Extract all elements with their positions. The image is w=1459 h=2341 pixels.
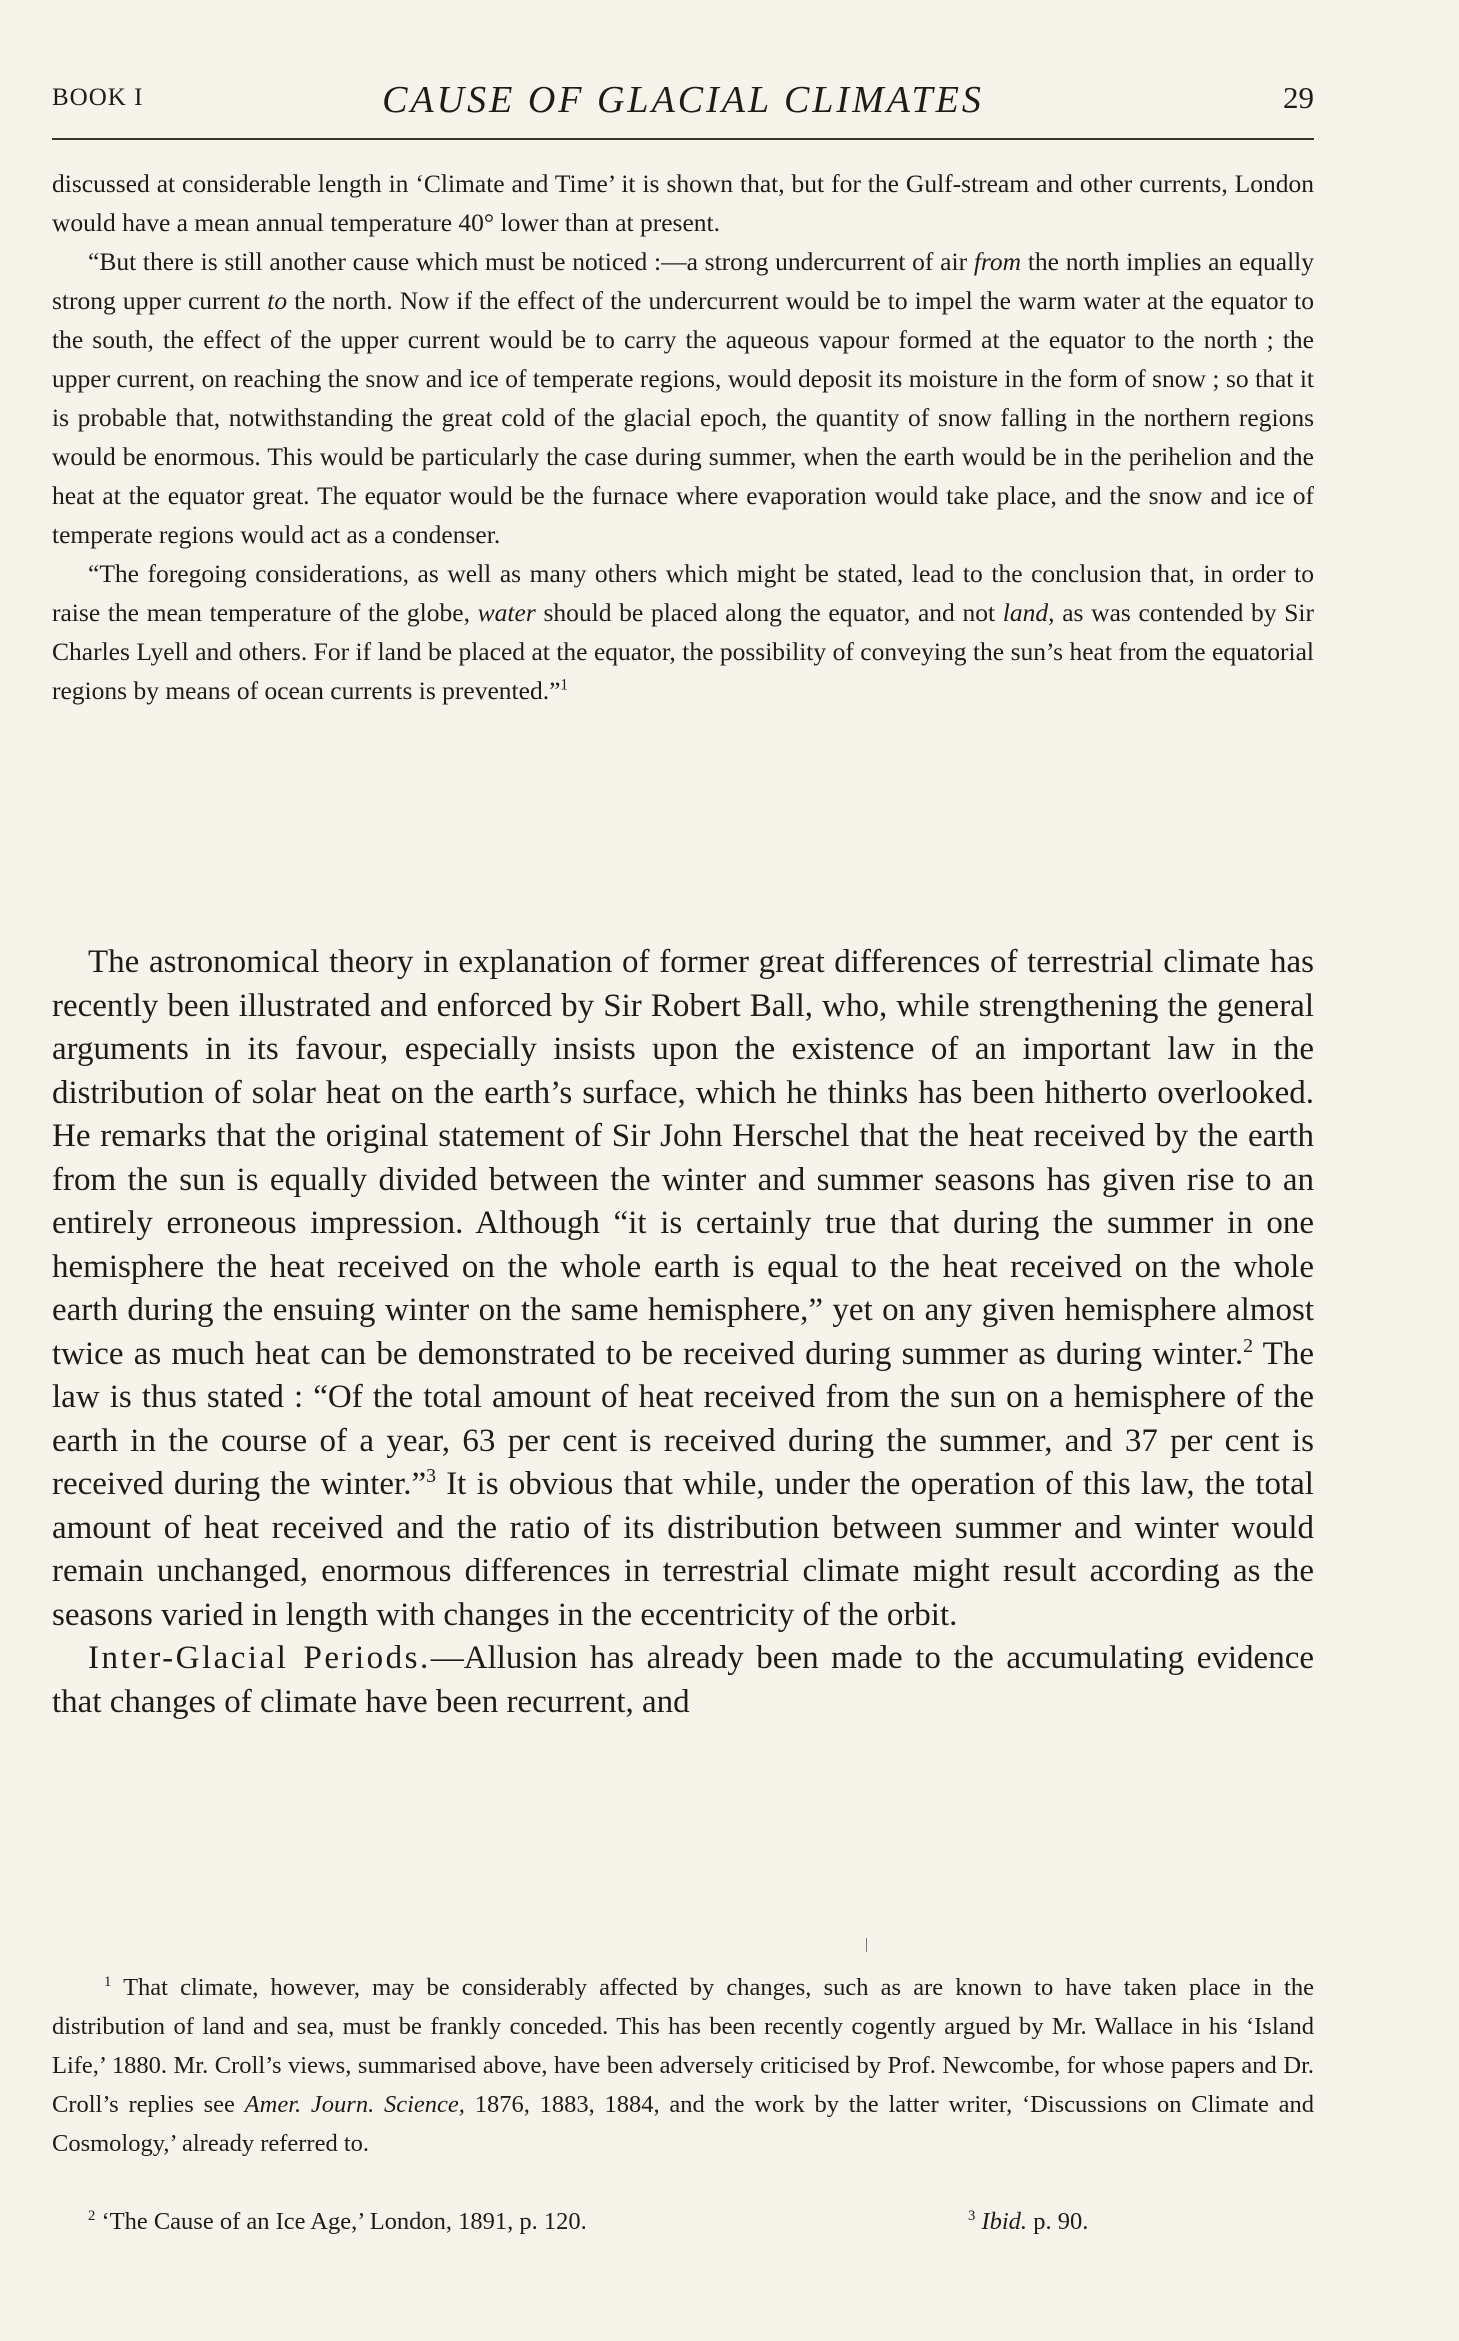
- chapter-title: CAUSE OF GLACIAL CLIMATES: [382, 79, 984, 121]
- footnote-2: $^2$ ‘The Cause of an Ice Age,’ London, 1891, p. 120.: [88, 2207, 587, 2235]
- quote-paragraph-3: “The foregoing considerations, as well as many others which might be stated, lead to the conclusion that, in order to raise the mean temperature of the globe, water should be placed along the equator, and not land, as was contended by Sir Charles Lyell and others. For if land be placed at the equator, the possibility of conveying the sun’s heat from the equatorial regions by means of ocean currents is prevented.”$^1$: [52, 559, 1314, 705]
- header-rule: [52, 138, 1314, 140]
- running-header: [52, 78, 1314, 130]
- footnote-ref-2: 2: [1243, 1334, 1254, 1357]
- footnote-divider: [866, 1938, 867, 1952]
- footnote-ref-1: 1: [560, 676, 569, 694]
- body-paragraph-1: The astronomical theory in explanation of former great differences of terrestrial climate has recently been illustrated and enforced by Sir Robert Ball, who, while strengthening the general arguments in its favour, especially insists upon the existence of an important law in the distribution of solar heat on the earth’s surface, which he thinks has been hitherto overlooked. He remarks that the original statement of Sir John Herschel that the heat received by the earth from the sun is equally divided between the winter and summer seasons has given rise to an entirely erroneous impression. Although “it is certainly true that during the summer in one hemisphere the heat received on the whole earth is equal to the heat received on the whole earth during the ensuing winter on the same hemisphere,” yet on any given hemisphere almost twice as much heat can be demonstrated to be received during summer as during winter.$^2$ The law is thus stated : “Of the total amount of heat received from the sun on a hemisphere of the earth in the course of a year, 63 per cent is received during the summer, and 37 per cent is received during the winter.”$^3$ It is obvious that while, under the operation of this law, the total amount of heat received and the ratio of its distribution between summer and winter would remain unchanged, enormous differences in terrestrial climate might result according as the seasons varied in length with changes in the eccentricity of the orbit.: [52, 944, 1314, 1633]
- footnotes: [52, 1968, 1314, 2163]
- quote-paragraph-1: discussed at considerable length in ‘Climate and Time’ it is shown that, but for the Gulf-stream and other currents, London would have a mean annual temperature 40° lower than at present.: [52, 169, 1314, 237]
- main-text: [52, 941, 1314, 1724]
- footnote-1: $^1$ That climate, however, may be considerably affected by changes, such as are known to have taken place in the distribution of land and sea, must be frankly conceded. This has been recently cogently argued by Mr. Wallace in his ‘Island Life,’ 1880. Mr. Croll’s views, summarised above, have been adversely criticised by Prof. Newcombe, for whose papers and Dr. Croll’s replies see Amer. Journ. Science, 1876, 1883, 1884, and the work by the latter writer, ‘Discussions on Climate and Cosmology,’ already referred to.: [52, 1973, 1314, 2157]
- footnote-3: $^3$ Ibid. p. 90.: [968, 2207, 1089, 2235]
- section-heading: Inter-Glacial Periods.: [88, 1640, 431, 1676]
- body-paragraph-2: Inter-Glacial Periods.—Allusion has already been made to the accumulating evidence that changes of climate have been recurrent, and: [52, 1640, 1314, 1720]
- footnote-ref-3: 3: [426, 1465, 437, 1487]
- quote-paragraph-2: “But there is still another cause which must be noticed :—a strong undercurrent of air from the north implies an equally strong upper current to the north. Now if the effect of the undercurrent would be to impel the warm water at the equator to the south, the effect of the upper current would be to carry the aqueous vapour formed at the equator to the north ; the upper current, on reaching the snow and ice of temperate regions, would deposit its moisture in the form of snow ; so that it is probable that, notwithstanding the great cold of the glacial epoch, the quantity of snow falling in the northern regions would be enormous. This would be particularly the case during summer, when the earth would be in the perihelion and the heat at the equator great. The equator would be the furnace where evaporation would take place, and the snow and ice of temperate regions would act as a condenser.: [52, 247, 1315, 549]
- quoted-passage: [52, 164, 1314, 710]
- book-label: BOOK I: [52, 84, 144, 111]
- page-number: 29: [1283, 80, 1314, 115]
